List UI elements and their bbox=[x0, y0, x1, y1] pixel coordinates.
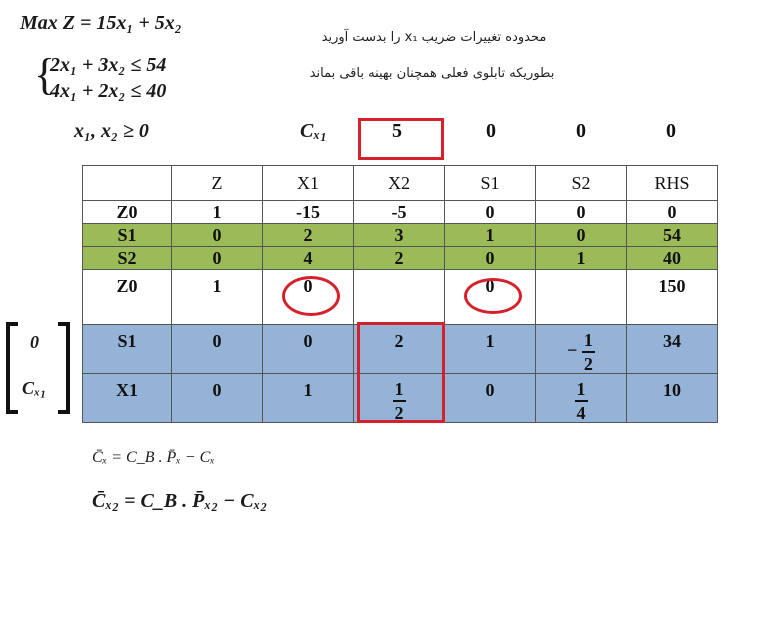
highlight-circle-x1 bbox=[282, 276, 340, 316]
fraction-numerator: 1 bbox=[393, 380, 406, 402]
table-cell: 0 bbox=[445, 270, 536, 325]
table-cell: X1 bbox=[83, 374, 172, 423]
table-cell: S1 bbox=[83, 224, 172, 247]
table-row bbox=[83, 247, 718, 270]
vector-bracket-left bbox=[6, 322, 18, 414]
reduced-cost-formula-x2: C̄ₓ₂ = C_B . P̄ₓ₂ − Cₓ₂ bbox=[92, 490, 268, 512]
table-cell: 0 bbox=[536, 201, 627, 224]
cost-value-s1: 0 bbox=[486, 120, 496, 142]
cost-value-rhs: 0 bbox=[666, 120, 676, 142]
table-cell: 0 bbox=[172, 224, 263, 247]
table-cell bbox=[354, 270, 445, 325]
table-cell bbox=[536, 374, 627, 423]
table-cell: 2 bbox=[354, 247, 445, 270]
cost-value-s2: 0 bbox=[576, 120, 586, 142]
cost-label: Cₓ₁ bbox=[300, 120, 328, 142]
table-row bbox=[83, 270, 718, 325]
table-cell: S1 bbox=[83, 325, 172, 374]
highlight-circle-s1 bbox=[464, 278, 522, 314]
table-cell: -15 bbox=[263, 201, 354, 224]
constraint-brace: { bbox=[34, 50, 56, 99]
table-cell: 1 bbox=[445, 224, 536, 247]
header-cell: Z bbox=[172, 166, 263, 201]
table-cell: 1 bbox=[536, 247, 627, 270]
table-cell: Z0 bbox=[83, 201, 172, 224]
table-cell: 0 bbox=[263, 325, 354, 374]
table-cell: 2 bbox=[263, 224, 354, 247]
table-cell: 54 bbox=[627, 224, 718, 247]
table-cell bbox=[536, 270, 627, 325]
table-cell: 2 bbox=[354, 325, 445, 374]
table-cell: 4 bbox=[263, 247, 354, 270]
constraint-2: 4x₁ + 2x₂ ≤ 40 bbox=[50, 80, 167, 102]
header-cell: S1 bbox=[445, 166, 536, 201]
cost-value-x2: 5 bbox=[392, 120, 402, 142]
fraction bbox=[575, 380, 588, 422]
table-cell: 0 bbox=[445, 247, 536, 270]
table-row bbox=[83, 224, 718, 247]
constraint-1: 2x₁ + 3x₂ ≤ 54 bbox=[50, 54, 167, 76]
table-cell: 0 bbox=[445, 201, 536, 224]
table-cell: 40 bbox=[627, 247, 718, 270]
table-cell: 0 bbox=[536, 224, 627, 247]
vector-bracket-right bbox=[58, 322, 70, 414]
table-cell: 3 bbox=[354, 224, 445, 247]
header-cell: S2 bbox=[536, 166, 627, 201]
table-cell bbox=[536, 325, 627, 374]
basis-cost-s1: 0 bbox=[30, 332, 39, 352]
objective-function: Max Z = 15x₁ + 5x₂ bbox=[20, 12, 182, 34]
table-cell: 34 bbox=[627, 325, 718, 374]
table-cell: 0 bbox=[172, 374, 263, 423]
table-cell: -5 bbox=[354, 201, 445, 224]
table-cell: 0 bbox=[172, 247, 263, 270]
table-cell: Z0 bbox=[83, 270, 172, 325]
table-cell: 1 bbox=[445, 325, 536, 374]
header-cell: X2 bbox=[354, 166, 445, 201]
reduced-cost-formula-general: C̄ₓ = C_B . P̄ₓ − Cₓ bbox=[92, 449, 215, 466]
header-cell: X1 bbox=[263, 166, 354, 201]
fraction-denominator: 2 bbox=[583, 354, 593, 374]
instruction-line-2: بطوریکه تابلوی فعلی همچنان بهینه باقی بماند bbox=[309, 66, 555, 81]
table-cell: 150 bbox=[627, 270, 718, 325]
table-cell: S2 bbox=[83, 247, 172, 270]
fraction-denominator: 4 bbox=[576, 403, 586, 423]
fraction-sign: − bbox=[567, 340, 578, 361]
basis-cost-x1: Cₓ₁ bbox=[22, 378, 47, 398]
table-cell: 1 bbox=[263, 374, 354, 423]
table-cell: 10 bbox=[627, 374, 718, 423]
table-cell: 0 bbox=[627, 201, 718, 224]
fraction-numerator: 1 bbox=[582, 331, 595, 353]
table-cell: 1 bbox=[172, 270, 263, 325]
header-cell bbox=[83, 166, 172, 201]
fraction bbox=[582, 331, 595, 373]
table-cell: 0 bbox=[445, 374, 536, 423]
table-cell: 1 bbox=[172, 201, 263, 224]
fraction-denominator: 2 bbox=[394, 403, 404, 423]
table-cell: 0 bbox=[263, 270, 354, 325]
instruction-line-1: محدوده تغییرات ضریب x₁ را بدست آورید bbox=[321, 30, 547, 45]
table-cell: 0 bbox=[172, 325, 263, 374]
table-row bbox=[83, 201, 718, 224]
nonnegativity-constraint: x₁, x₂ ≥ 0 bbox=[74, 120, 149, 142]
fraction-numerator: 1 bbox=[575, 380, 588, 402]
header-cell: RHS bbox=[627, 166, 718, 201]
header-row bbox=[83, 166, 718, 201]
x2-column-highlight-box bbox=[357, 322, 445, 423]
